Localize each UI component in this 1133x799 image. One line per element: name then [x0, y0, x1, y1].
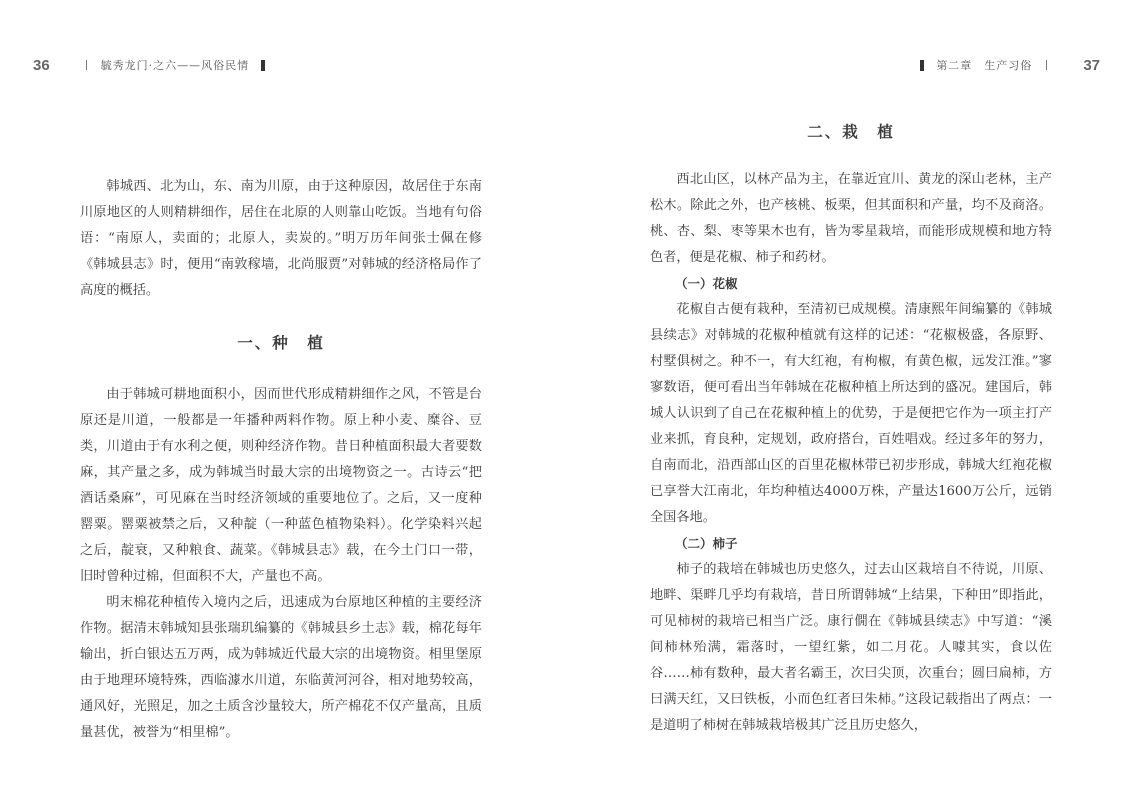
body-paragraph: 明末棉花种植传入境内之后，迅速成为台原地区种植的主要经济作物。据清末韩城知县张瑞玑编纂的《韩城县乡土志》载，棉花每年输出，折白银达五万两，成为韩城近代最大宗的出境物资。相里堡原由于地理环境特殊，西临澽水川道，东临黄河河谷，相对地势较高，通风好，光照足，加之土质含沙量较大，所产棉花不仅产量高，且质量甚优，被誉为“相里棉”。 [80, 595, 482, 740]
subsection-title: （一）花椒 [675, 277, 738, 291]
right-page [567, 0, 1133, 799]
left-page [0, 0, 566, 799]
body-paragraph: 西北山区，以林产品为主，在靠近宜川、黄龙的深山老林，主产松木。除此之外，也产核桃、板栗，但其面积和产量，均不及商洛。桃、杏、梨、枣等果木也有，皆为零星栽培，而能形成规模和地方特色者，便是花椒、柿子和药材。 [650, 172, 1052, 265]
section-title: 一、种 植 [237, 333, 325, 352]
running-title: 毓秀龙门·之六——风俗民情 [100, 59, 250, 72]
running-title: 第二章 生产习俗 [936, 59, 1033, 72]
right-page-header [908, 56, 1100, 74]
header-block-mark [920, 60, 924, 71]
body-paragraph: 柿子的栽培在韩城也历史悠久，过去山区栽培自不待说，川原、地畔、渠畔几乎均有栽培，昔日所谓韩城“上结果，下种田”即指此，可见柿树的栽培已相当广泛。康行僩在《韩城县续志》中写道：“溪间柿林殆满，霜落时，一望红紫，如二月花。人噱其实，食以佐谷……柿有数种，最大者名霸王，次曰尖顶，次重台；圆曰扁柿，方曰满天红，又曰铁板，小而色红者曰朱柿。”这段记载指出了两点：一是道明了柿树在韩城栽培极其广泛且历史悠久， [650, 562, 1052, 733]
left-page-header [33, 56, 277, 74]
body-paragraph: 花椒自古便有栽种，至清初已成规模。清康熙年间编纂的《韩城县续志》对韩城的花椒种植就有这样的记述：“花椒极盛，各原野、村墅俱树之。种不一，有大红袍，有枸椒，有黄色椒，远发江淮。”寥寥数语，便可看出当年韩城在花椒种植上所达到的盛况。建国后，韩城人认识到了自己在花椒种植上的优势，于是便把它作为一项主打产业来抓，育良种，定规划，政府搭台，百姓唱戏。经过多年的努力，自南而北，沿西部山区的百里花椒林带已初步形成，韩城大红袍花椒已享誉大江南北，年均种植达4000万株，产量达1600万公斤，远销全国各地。 [650, 302, 1052, 525]
header-separator [86, 60, 87, 70]
right-page-body [650, 167, 1052, 739]
page-number: 36 [33, 56, 50, 74]
body-paragraph: 由于韩城可耕地面积小，因而世代形成精耕细作之风，不管是台原还是川道，一般都是一年播种两料作物。原上种小麦、糜谷、豆类，川道由于有水利之便，则种经济作物。昔日种植面积最大者要数麻，其产量之多，成为韩城当时最大宗的出境物资之一。古诗云“把酒话桑麻”，可见麻在当时经济领域的重要地位了。之后，又一度种罂粟。罂粟被禁之后，又种靛（一种蓝色植物染料）。化学染料兴起之后，靛衰，又种粮食、蔬菜。《韩城县志》载，在今土门口一带，旧时曾种过棉，但面积不大，产量也不高。 [80, 387, 482, 584]
subsection-title: （二）柿子 [675, 537, 738, 551]
left-page-body [80, 174, 482, 746]
page-number: 37 [1083, 56, 1100, 74]
header-separator [1046, 60, 1047, 70]
section-title: 二、栽 植 [807, 122, 895, 141]
header-block-mark [261, 60, 265, 71]
body-paragraph: 韩城西、北为山，东、南为川原，由于这种原因，故居住于东南川原地区的人则精耕细作，居住在北原的人则靠山吃饭。当地有句俗语：“南原人，卖面的；北原人，卖炭的。”明万历年间张士佩在修《韩城县志》时，便用“南敦稼墙，北尚服贾”对韩城的经济格局作了高度的概括。 [80, 179, 482, 298]
